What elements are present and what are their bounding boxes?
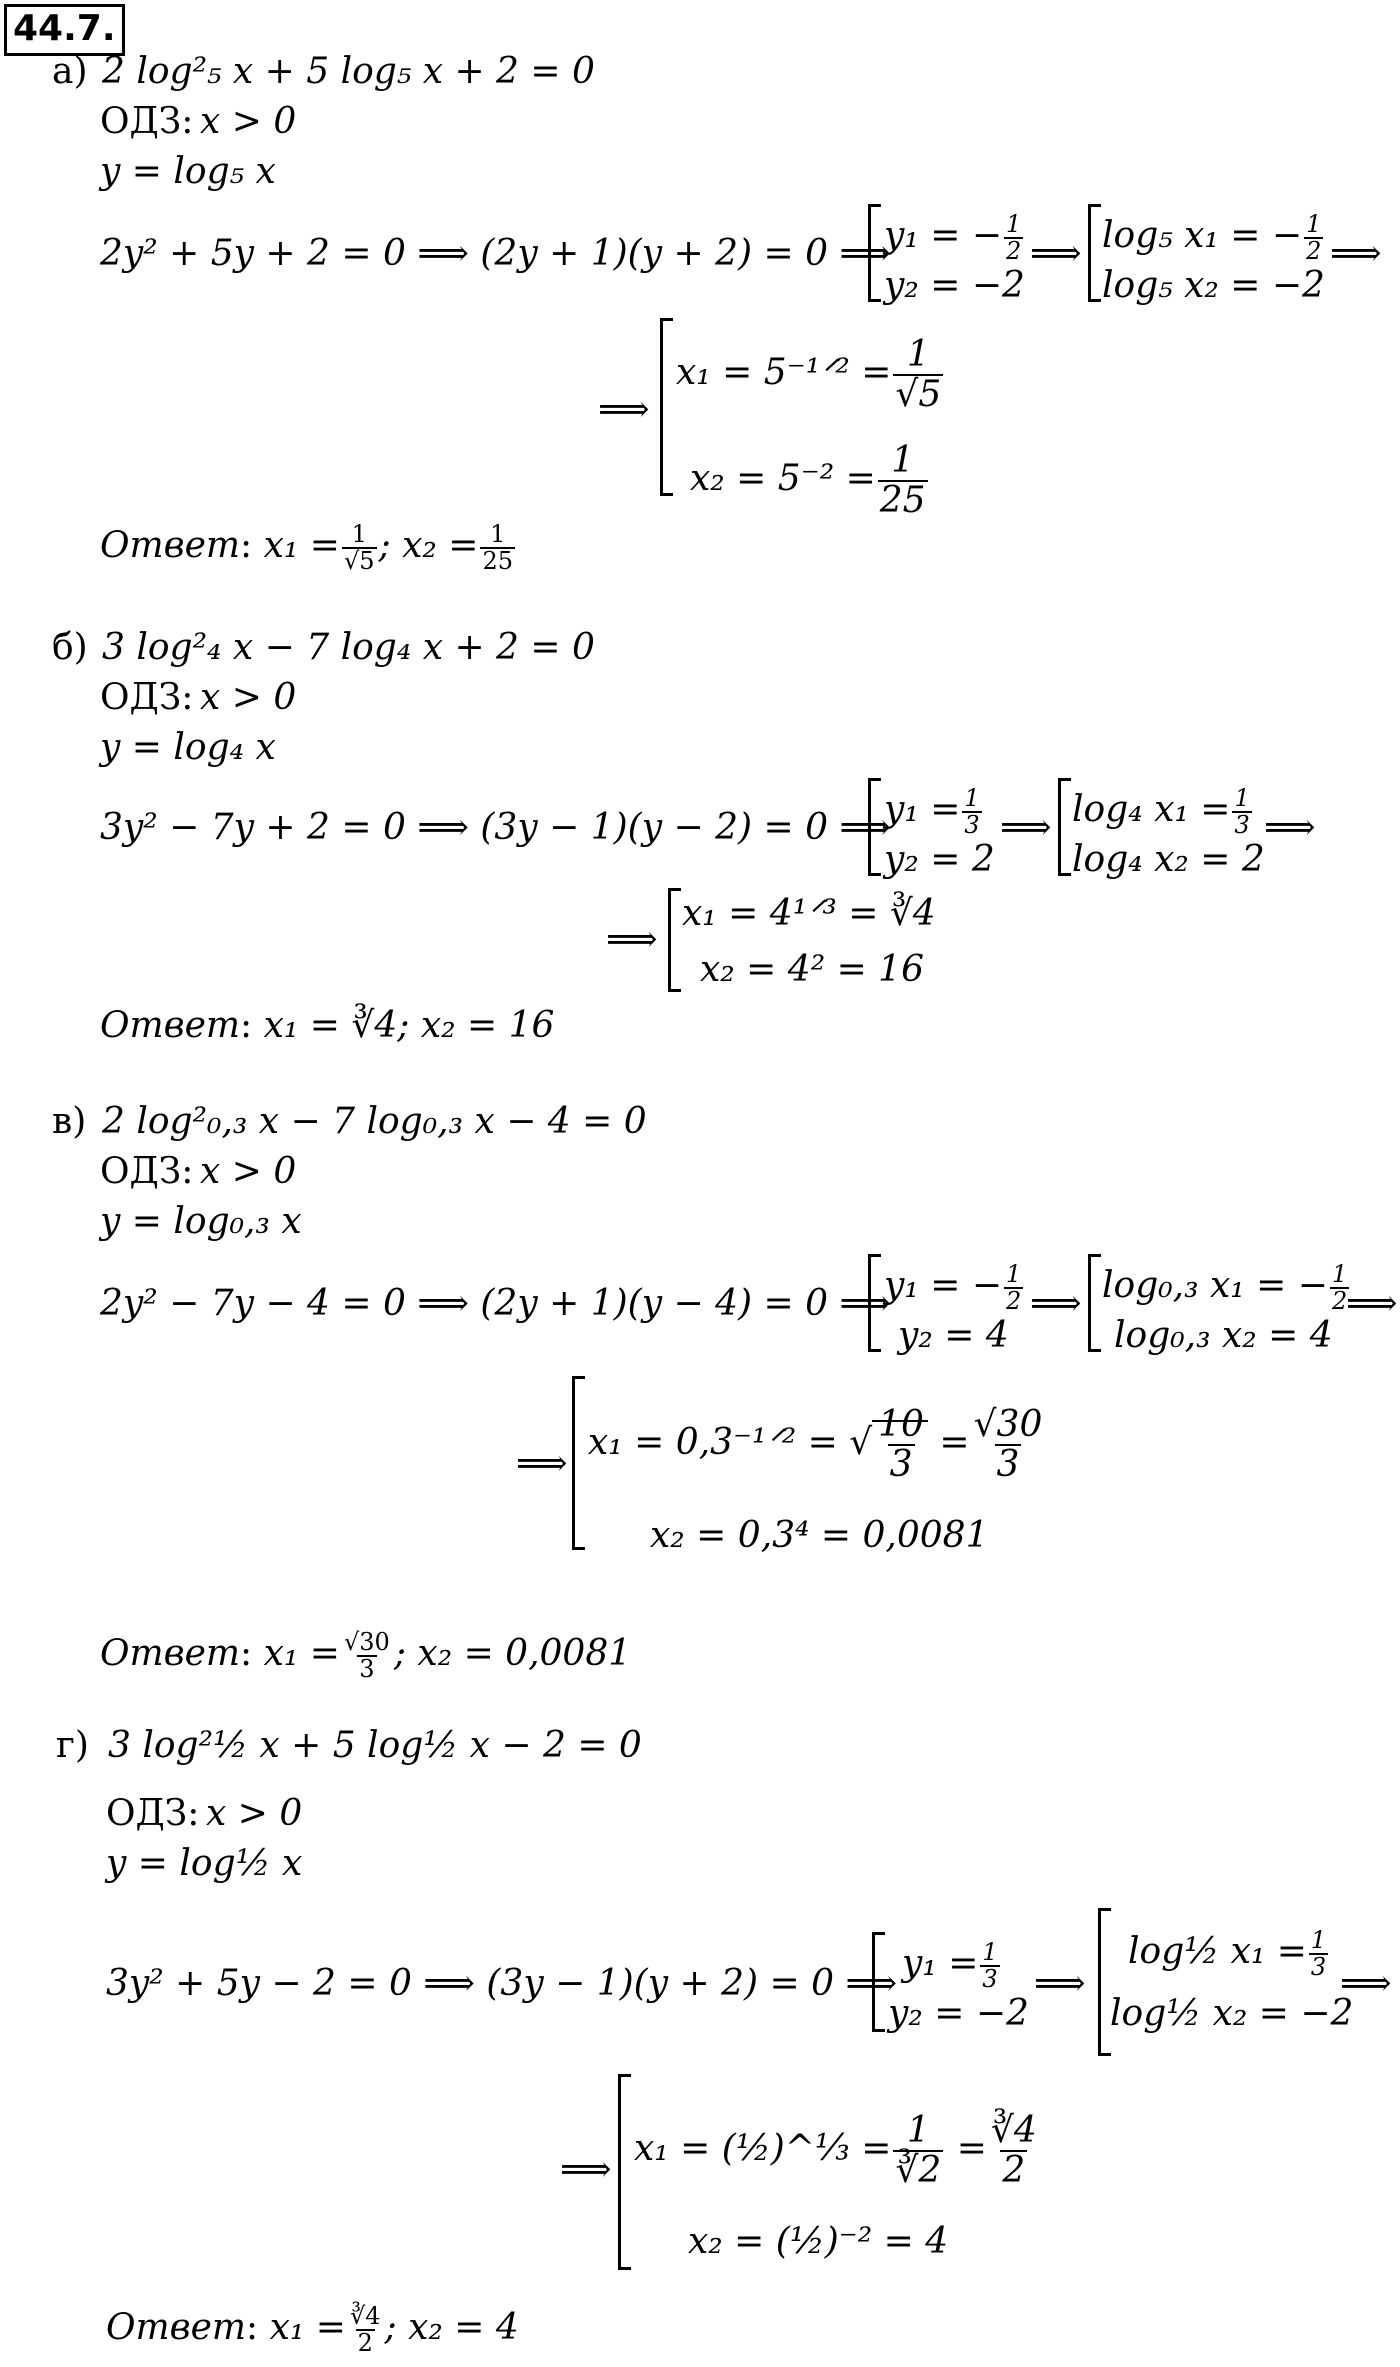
part-b-odz-label: ОДЗ: bbox=[100, 677, 194, 718]
part-b-equation: 3 log²₄ x − 7 log₄ x + 2 = 0 bbox=[102, 627, 595, 668]
part-v-quadratic: 2y² − 7y − 4 = 0 ⟹ (2y + 1)(y − 4) = 0 ⟹ bbox=[100, 1283, 892, 1324]
part-a-odz: x > 0 bbox=[200, 101, 297, 142]
part-g-implies-1: ⟹ bbox=[1034, 1963, 1086, 2004]
part-a-log2: log₅ x₂ = −2 bbox=[1102, 265, 1325, 306]
part-b-implies-3: ⟹ bbox=[606, 919, 658, 960]
part-a-equation: 2 log²₅ x + 5 log₅ x + 2 = 0 bbox=[102, 51, 595, 92]
part-g-substitution: y = log½ x bbox=[106, 1843, 303, 1884]
part-b-answer: Ответ: x₁ = ∛4; x₂ = 16 bbox=[100, 1005, 555, 1046]
part-b-odz: x > 0 bbox=[200, 677, 297, 718]
part-a-implies-3: ⟹ bbox=[598, 389, 650, 430]
part-g-label: г) bbox=[56, 1725, 89, 1766]
part-b-label: б) bbox=[52, 627, 88, 668]
part-g-implies-2: ⟹ bbox=[1340, 1963, 1392, 2004]
part-v-x1: x₁ = 0,3⁻¹ᐟ² = √ $\frac{10}{3}$ = $\frac{√30}{3}$ bbox=[588, 1404, 1043, 1485]
part-a-answer: Ответ: x₁ = $\frac{1}{√5}$ ; x₂ = $\frac{1}{25}$ bbox=[100, 520, 513, 576]
part-v-substitution: y = log₀,₃ x bbox=[100, 1201, 302, 1242]
part-g-odz-label: ОДЗ: bbox=[106, 1793, 200, 1834]
part-g-log2: log½ x₂ = −2 bbox=[1110, 1993, 1354, 2034]
part-a-y1: y₁ = − $\frac{1}{2}$ bbox=[884, 210, 1022, 266]
part-a-log1: log₅ x₁ = − $\frac{1}{2}$ bbox=[1102, 210, 1322, 266]
part-v-implies-3: ⟹ bbox=[516, 1443, 568, 1484]
part-b-bracket-y bbox=[868, 778, 881, 876]
part-v-equation: 2 log²₀,₃ x − 7 log₀,₃ x − 4 = 0 bbox=[102, 1101, 647, 1142]
part-b-x2: x₂ = 4² = 16 bbox=[700, 949, 924, 990]
part-b-x1: x₁ = 4¹ᐟ³ = ∛4 bbox=[682, 893, 936, 934]
part-v-odz-label: ОДЗ: bbox=[100, 1151, 194, 1192]
part-a-implies-1: ⟹ bbox=[1030, 233, 1082, 274]
part-v-log1: log₀,₃ x₁ = − $\frac{1}{2}$ bbox=[1102, 1260, 1348, 1316]
part-a-x1: x₁ = 5⁻¹ᐟ² = $\frac{1}{√5}$ bbox=[676, 334, 942, 415]
part-v-odz: x > 0 bbox=[200, 1151, 297, 1192]
part-b-bracket-x bbox=[668, 888, 681, 992]
part-g-bracket-x bbox=[618, 2074, 631, 2270]
part-g-quadratic: 3y² + 5y − 2 = 0 ⟹ (3y − 1)(y + 2) = 0 ⟹ bbox=[106, 1963, 898, 2004]
part-b-log1: log₄ x₁ = $\frac{1}{3}$ bbox=[1072, 784, 1250, 840]
part-a-implies-2: ⟹ bbox=[1330, 233, 1382, 274]
part-v-y1: y₁ = − $\frac{1}{2}$ bbox=[884, 1260, 1022, 1316]
part-a-quadratic: 2y² + 5y + 2 = 0 ⟹ (2y + 1)(y + 2) = 0 ⟹ bbox=[100, 233, 892, 274]
part-a-x2: x₂ = 5⁻² = $\frac{1}{25}$ bbox=[690, 440, 926, 521]
part-g-y1: y₁ = $\frac{1}{3}$ bbox=[902, 1938, 998, 1994]
part-b-log2: log₄ x₂ = 2 bbox=[1072, 839, 1265, 880]
part-b-y1: y₁ = $\frac{1}{3}$ bbox=[884, 784, 980, 840]
part-v-bracket-log bbox=[1088, 1254, 1101, 1352]
part-a-substitution: y = log₅ x bbox=[100, 151, 276, 192]
part-b-quadratic: 3y² − 7y + 2 = 0 ⟹ (3y − 1)(y − 2) = 0 ⟹ bbox=[100, 807, 892, 848]
part-a-label: а) bbox=[52, 51, 88, 92]
part-g-bracket-y bbox=[872, 1932, 885, 2032]
part-g-answer: Ответ: x₁ = $\frac{∛4}{2}$ ; x₂ = 4 bbox=[106, 2302, 519, 2358]
part-b-substitution: y = log₄ x bbox=[100, 727, 276, 768]
part-g-odz: x > 0 bbox=[206, 1793, 303, 1834]
part-g-y2: y₂ = −2 bbox=[888, 1993, 1029, 2034]
part-g-equation: 3 log²½ x + 5 log½ x − 2 = 0 bbox=[108, 1725, 642, 1766]
part-g-implies-3: ⟹ bbox=[560, 2149, 612, 2190]
part-v-implies-1: ⟹ bbox=[1030, 1283, 1082, 1324]
problem-number: 44.7. bbox=[4, 4, 125, 56]
part-b-implies-1: ⟹ bbox=[1000, 807, 1052, 848]
part-b-bracket-log bbox=[1058, 778, 1071, 876]
part-a-bracket-log bbox=[1088, 204, 1101, 302]
part-a-odz-label: ОДЗ: bbox=[100, 101, 194, 142]
part-g-x2: x₂ = (½)⁻² = 4 bbox=[688, 2221, 949, 2262]
part-g-x1: x₁ = (½)^⅓ = $\frac{1}{∛2}$ = $\frac{∛4}{2}$ bbox=[634, 2110, 1037, 2191]
part-a-y2: y₂ = −2 bbox=[884, 265, 1025, 306]
part-a-bracket-y bbox=[868, 204, 881, 302]
part-g-log1: log½ x₁ = $\frac{1}{3}$ bbox=[1128, 1926, 1327, 1982]
part-v-log2: log₀,₃ x₂ = 4 bbox=[1114, 1315, 1333, 1356]
part-b-implies-2: ⟹ bbox=[1264, 807, 1316, 848]
part-v-bracket-y bbox=[868, 1254, 881, 1352]
part-v-bracket-x bbox=[572, 1376, 585, 1550]
part-v-x2: x₂ = 0,3⁴ = 0,0081 bbox=[650, 1515, 989, 1556]
part-v-answer: Ответ: x₁ = $\frac{√30}{3}$ ; x₂ = 0,0081 bbox=[100, 1628, 632, 1684]
part-v-y2: y₂ = 4 bbox=[898, 1315, 1009, 1356]
part-v-label: в) bbox=[52, 1101, 87, 1142]
part-v-implies-2: ⟹ bbox=[1346, 1283, 1398, 1324]
part-b-y2: y₂ = 2 bbox=[884, 839, 995, 880]
part-a-bracket-x bbox=[660, 318, 673, 496]
